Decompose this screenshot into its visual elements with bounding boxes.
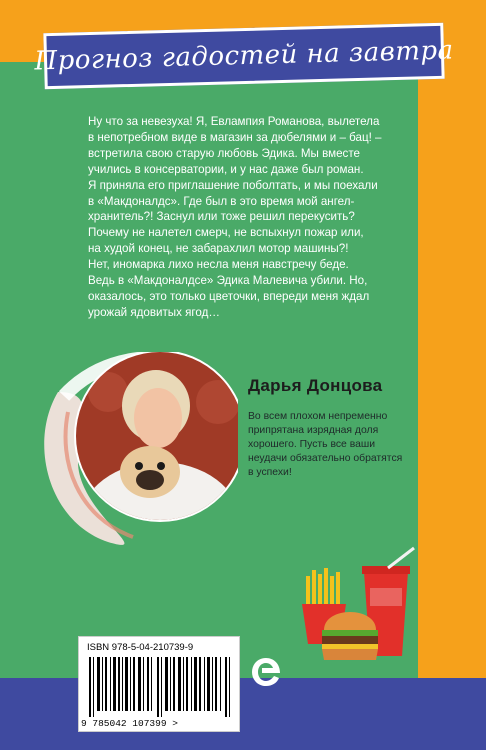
book-title: Прогноз гадостей на завтра — [34, 35, 454, 77]
fastfood-icon — [300, 546, 440, 676]
author-name: Дарья Донцова — [248, 376, 383, 395]
barcode-icon — [89, 657, 231, 717]
isbn-barcode-box — [78, 636, 240, 732]
isbn-label: ISBN 978-5-04-210739-9 — [87, 642, 194, 653]
author-quote: Во всем плохом непременно припрятана изрядная доля хорошего. Пусть все ваши неудачи обязательно обратятся в успехи! — [248, 411, 403, 478]
blurb-text: Ну что за невезуха! Я, Евлампия Романова, вылетела в непотребном виде в магазин за дюбелями и – бац! – встретила свою старую любовь Эдика. Мы вместе учились в консерватории, и у нас даже был роман. Я приняла его приглашение поболтать, и мы поехали в «Макдоналдс». Где был в это время мой ангел- хранитель?! Заснул или тоже решил перекусить? Почему не налетел смерч, не вспыхнул пожар или, на худой конец, не забарахлил мотор машины?! Нет, иномарка лихо несла меня навстречу беде. Ведь в «Макдоналдсе» Эдика Малевича убили. Но, оказалось, это только цветочки, впереди меня ждал урожай ядовитых ягод… — [88, 115, 382, 319]
barcode-digits: 9 785042 107399 > — [81, 718, 178, 729]
author-photo — [38, 352, 238, 552]
bottom-blue-band — [0, 678, 486, 750]
publisher-logo — [248, 654, 284, 690]
eksmo-logo-icon — [248, 654, 284, 690]
title-banner — [34, 23, 454, 89]
author-photo-icon — [38, 352, 238, 552]
fastfood-illustration — [300, 546, 440, 676]
